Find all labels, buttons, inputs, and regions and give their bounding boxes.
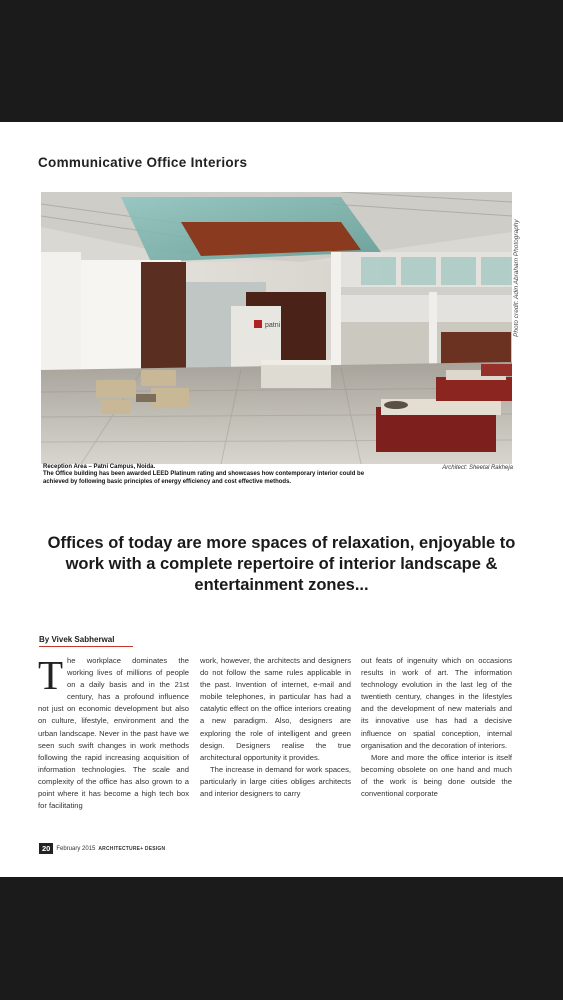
column-2-paragraph-1: work, however, the architects and designers do not follow the same rules applicable in the past. Invention of internet, e-mail and mobile telephones, in particular has had a catalytic effect on the office interiors creating a new paradigm. Also, designers are exploring the role of intelligent and green design. Designers realise the true architectural opportunity it provides. — [200, 656, 351, 762]
photo-caption — [43, 464, 373, 486]
byline-rule — [39, 646, 133, 647]
page-number: 20 — [39, 843, 53, 854]
author-byline: By Vivek Sabherwal — [39, 635, 115, 644]
article-column-3 — [361, 655, 512, 800]
article-column-1 — [38, 652, 189, 812]
pull-quote: Offices of today are more spaces of relaxation, enjoyable to work with a complete repertoire of interior landscape & entertainment zones... — [47, 534, 516, 594]
patni-sign-text: patni — [265, 322, 281, 329]
section-title: Communicative Office Interiors — [38, 155, 248, 170]
caption-title: Reception Area – Patni Campus, Noida. — [43, 464, 156, 470]
photo-credit: Photo credit: Adin Abraham Photography — [513, 219, 520, 337]
top-dark-bar — [0, 0, 563, 122]
reception-area-photo — [41, 192, 512, 464]
bottom-dark-bar — [0, 877, 563, 1000]
article-column-2 — [200, 655, 351, 800]
caption-body: The Office building has been awarded LEED Platinum rating and showcases how contemporary interior could be achieved by following basic principles of energy efficiency and cost effective methods. — [43, 471, 365, 485]
column-3-paragraph-2: More and more the office interior is itself becoming obsolete on one hand and much of the work is being done outside the conventional corporate — [361, 752, 512, 799]
magazine-name: ARCHITECTURE+ DESIGN — [98, 845, 166, 852]
drop-cap: T — [38, 652, 64, 698]
architect-credit: Architect: Sheetal Rakheja — [442, 465, 513, 471]
column-3-paragraph-1: out feats of ingenuity which on occasions results in work of art. The information technology evolution in the last leg of the twentieth century, changes in the lifestyles and the development of new materials and its innovative use has had a decisive influence on spatial conception, internal organisation and the decoration of interiors. — [361, 656, 512, 750]
issue-date: February 2015 — [56, 845, 96, 852]
column-2-paragraph-2: The increase in demand for work spaces, particularly in large cities obliges architects and interior designers to carry — [200, 764, 351, 799]
magazine-page — [0, 122, 563, 877]
column-1-text: he workplace dominates the working lives of millions of people on a daily basis and in the 21st century, has a profound influence not just on economic development but also on culture, lifestyle, environment and the urban landscape. Never in the past have we seen such swift changes in work methods following the rapid increasing acquisition of information technologies. The scale and complexity of the office has also grown to a point where it has become a high tech box for facilitating — [38, 656, 189, 811]
page-footer — [39, 843, 165, 854]
